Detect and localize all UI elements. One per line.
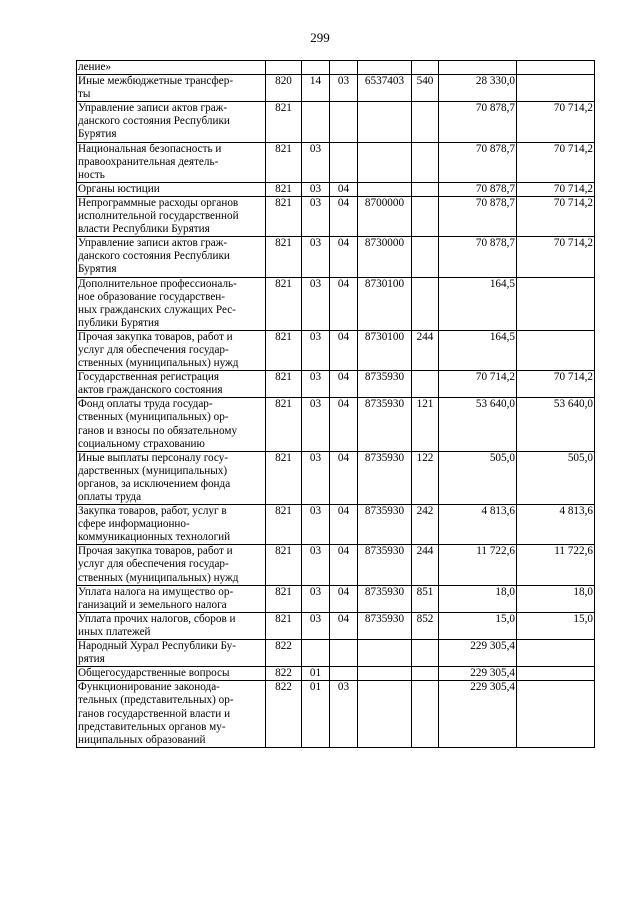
section-code-cell: 03 — [302, 330, 330, 370]
section-code-cell — [302, 102, 330, 142]
amount-second-cell: 53 640,0 — [517, 398, 595, 451]
subsection-code-cell: 04 — [330, 330, 358, 370]
department-code-cell: 821 — [266, 277, 302, 330]
table-row — [77, 237, 595, 277]
table-row — [77, 451, 595, 504]
department-code-cell: 821 — [266, 612, 302, 639]
table-row — [77, 196, 595, 236]
amount-second-cell — [517, 277, 595, 330]
table-row — [77, 330, 595, 370]
amount-second-cell: 70 714,2 — [517, 142, 595, 182]
amount-first-cell: 229 305,4 — [439, 667, 517, 681]
budget-table-body — [77, 61, 595, 748]
table-row — [77, 612, 595, 639]
department-code-cell: 821 — [266, 451, 302, 504]
department-code-cell: 821 — [266, 102, 302, 142]
amount-second-cell: 70 714,2 — [517, 371, 595, 398]
table-row — [77, 640, 595, 667]
target-article-code-cell: 6537403 — [358, 75, 412, 102]
target-article-code-cell — [358, 182, 412, 196]
expense-name-cell: Прочая закупка товаров, работ и услуг для обеспечения государ- ственных (муниципальных) нужд — [77, 545, 266, 585]
expense-name-cell: Иные межбюджетные трансфер- ты — [77, 75, 266, 102]
target-article-code-cell — [358, 142, 412, 182]
subsection-code-cell: 04 — [330, 182, 358, 196]
expense-type-code-cell — [412, 371, 439, 398]
subsection-code-cell — [330, 667, 358, 681]
section-code-cell: 03 — [302, 196, 330, 236]
amount-first-cell: 28 330,0 — [439, 75, 517, 102]
expense-name-cell: Непрограммные расходы органов исполнительной государственной власти Республики Бурятия — [77, 196, 266, 236]
amount-second-cell: 11 722,6 — [517, 545, 595, 585]
section-code-cell: 03 — [302, 585, 330, 612]
amount-first-cell: 70 878,7 — [439, 182, 517, 196]
subsection-code-cell: 04 — [330, 545, 358, 585]
section-code-cell: 03 — [302, 237, 330, 277]
page-number: 299 — [310, 30, 330, 45]
expense-type-code-cell — [412, 102, 439, 142]
expense-name-cell: Закупка товаров, работ, услуг в сфере информационно- коммуникационных технологий — [77, 505, 266, 545]
amount-first-cell: 53 640,0 — [439, 398, 517, 451]
section-code-cell — [302, 640, 330, 667]
section-code-cell: 03 — [302, 612, 330, 639]
section-code-cell: 03 — [302, 142, 330, 182]
target-article-code-cell: 8735930 — [358, 545, 412, 585]
subsection-code-cell: 04 — [330, 398, 358, 451]
amount-second-cell: 18,0 — [517, 585, 595, 612]
amount-first-cell: 15,0 — [439, 612, 517, 639]
amount-first-cell: 164,5 — [439, 277, 517, 330]
target-article-code-cell: 8735930 — [358, 398, 412, 451]
section-code-cell — [302, 61, 330, 75]
amount-first-cell: 4 813,6 — [439, 505, 517, 545]
table-row — [77, 681, 595, 747]
amount-first-cell: 229 305,4 — [439, 681, 517, 747]
expense-name-cell: Функционирование законода- тельных (представительных) ор- ганов государственной власти и представительных органов му- ниципальных образований — [77, 681, 266, 747]
amount-second-cell: 70 714,2 — [517, 237, 595, 277]
section-code-cell: 03 — [302, 277, 330, 330]
amount-second-cell: 505,0 — [517, 451, 595, 504]
subsection-code-cell: 03 — [330, 75, 358, 102]
amount-first-cell: 164,5 — [439, 330, 517, 370]
amount-second-cell: 15,0 — [517, 612, 595, 639]
department-code-cell: 821 — [266, 398, 302, 451]
department-code-cell: 821 — [266, 505, 302, 545]
amount-first-cell: 18,0 — [439, 585, 517, 612]
amount-first-cell: 70 878,7 — [439, 142, 517, 182]
section-code-cell: 03 — [302, 505, 330, 545]
amount-second-cell: 4 813,6 — [517, 505, 595, 545]
budget-table — [76, 60, 595, 748]
expense-name-cell: Фонд оплаты труда государ- ственных (муниципальных) ор- ганов и взносы по обязательному социальному страхованию — [77, 398, 266, 451]
expense-name-cell: Иные выплаты персоналу госу- дарственных (муниципальных) органов, за исключением фонда оплаты труда — [77, 451, 266, 504]
department-code-cell: 821 — [266, 330, 302, 370]
subsection-code-cell — [330, 142, 358, 182]
subsection-code-cell: 04 — [330, 237, 358, 277]
target-article-code-cell — [358, 640, 412, 667]
section-code-cell: 14 — [302, 75, 330, 102]
subsection-code-cell: 03 — [330, 681, 358, 747]
target-article-code-cell: 8735930 — [358, 585, 412, 612]
target-article-code-cell: 8730100 — [358, 330, 412, 370]
expense-name-cell: Прочая закупка товаров, работ и услуг для обеспечения государ- ственных (муниципальных) нужд — [77, 330, 266, 370]
section-code-cell: 03 — [302, 398, 330, 451]
amount-second-cell: 70 714,2 — [517, 196, 595, 236]
table-row — [77, 61, 595, 75]
section-code-cell: 01 — [302, 667, 330, 681]
expense-type-code-cell: 122 — [412, 451, 439, 504]
expense-type-code-cell — [412, 196, 439, 236]
section-code-cell: 03 — [302, 182, 330, 196]
expense-type-code-cell: 851 — [412, 585, 439, 612]
table-row — [77, 371, 595, 398]
expense-type-code-cell: 244 — [412, 545, 439, 585]
target-article-code-cell — [358, 61, 412, 75]
expense-type-code-cell: 540 — [412, 75, 439, 102]
expense-type-code-cell — [412, 640, 439, 667]
expense-type-code-cell — [412, 61, 439, 75]
subsection-code-cell: 04 — [330, 277, 358, 330]
expense-type-code-cell — [412, 277, 439, 330]
amount-first-cell: 70 714,2 — [439, 371, 517, 398]
target-article-code-cell — [358, 102, 412, 142]
expense-name-cell: Уплата прочих налогов, сборов и иных платежей — [77, 612, 266, 639]
expense-type-code-cell: 852 — [412, 612, 439, 639]
target-article-code-cell — [358, 667, 412, 681]
amount-first-cell: 11 722,6 — [439, 545, 517, 585]
target-article-code-cell: 8735930 — [358, 371, 412, 398]
amount-second-cell: 70 714,2 — [517, 182, 595, 196]
table-row — [77, 182, 595, 196]
expense-type-code-cell — [412, 237, 439, 277]
amount-second-cell — [517, 75, 595, 102]
table-row — [77, 75, 595, 102]
department-code-cell: 821 — [266, 142, 302, 182]
department-code-cell: 822 — [266, 681, 302, 747]
target-article-code-cell: 8735930 — [358, 505, 412, 545]
section-code-cell: 01 — [302, 681, 330, 747]
expense-name-cell: Дополнительное профессиональ- ное образование государствен- ных гражданских служащих Рес- публики Бурятия — [77, 277, 266, 330]
department-code-cell: 820 — [266, 75, 302, 102]
subsection-code-cell: 04 — [330, 505, 358, 545]
amount-second-cell — [517, 61, 595, 75]
target-article-code-cell: 8730000 — [358, 237, 412, 277]
target-article-code-cell — [358, 681, 412, 747]
amount-first-cell: 70 878,7 — [439, 237, 517, 277]
subsection-code-cell: 04 — [330, 612, 358, 639]
expense-type-code-cell — [412, 142, 439, 182]
department-code-cell: 821 — [266, 196, 302, 236]
expense-type-code-cell — [412, 681, 439, 747]
expense-name-cell: Управление записи актов граж- данского состояния Республики Бурятия — [77, 237, 266, 277]
expense-name-cell: ление» — [77, 61, 266, 75]
amount-first-cell: 229 305,4 — [439, 640, 517, 667]
amount-second-cell — [517, 640, 595, 667]
section-code-cell: 03 — [302, 451, 330, 504]
amount-first-cell — [439, 61, 517, 75]
table-row — [77, 585, 595, 612]
expense-name-cell: Национальная безопасность и правоохранительная деятель- ность — [77, 142, 266, 182]
expense-name-cell: Органы юстиции — [77, 182, 266, 196]
amount-first-cell: 70 878,7 — [439, 102, 517, 142]
subsection-code-cell: 04 — [330, 196, 358, 236]
expense-type-code-cell — [412, 182, 439, 196]
target-article-code-cell: 8730100 — [358, 277, 412, 330]
department-code-cell: 822 — [266, 667, 302, 681]
expense-name-cell: Общегосударственные вопросы — [77, 667, 266, 681]
expense-name-cell: Народный Хурал Республики Бу- рятия — [77, 640, 266, 667]
expense-type-code-cell: 121 — [412, 398, 439, 451]
subsection-code-cell — [330, 61, 358, 75]
section-code-cell: 03 — [302, 371, 330, 398]
subsection-code-cell: 04 — [330, 451, 358, 504]
amount-second-cell — [517, 681, 595, 747]
table-row — [77, 277, 595, 330]
department-code-cell: 821 — [266, 371, 302, 398]
amount-second-cell: 70 714,2 — [517, 102, 595, 142]
department-code-cell: 821 — [266, 182, 302, 196]
expense-type-code-cell — [412, 667, 439, 681]
expense-type-code-cell: 244 — [412, 330, 439, 370]
table-row — [77, 398, 595, 451]
target-article-code-cell: 8700000 — [358, 196, 412, 236]
expense-name-cell: Управление записи актов граж- данского состояния Республики Бурятия — [77, 102, 266, 142]
table-row — [77, 142, 595, 182]
subsection-code-cell: 04 — [330, 371, 358, 398]
department-code-cell: 821 — [266, 237, 302, 277]
amount-second-cell — [517, 667, 595, 681]
amount-first-cell: 70 878,7 — [439, 196, 517, 236]
target-article-code-cell: 8735930 — [358, 451, 412, 504]
table-row — [77, 505, 595, 545]
department-code-cell — [266, 61, 302, 75]
subsection-code-cell — [330, 640, 358, 667]
expense-name-cell: Уплата налога на имущество ор- ганизаций и земельного налога — [77, 585, 266, 612]
subsection-code-cell: 04 — [330, 585, 358, 612]
section-code-cell: 03 — [302, 545, 330, 585]
department-code-cell: 822 — [266, 640, 302, 667]
expense-name-cell: Государственная регистрация актов гражданского состояния — [77, 371, 266, 398]
table-row — [77, 545, 595, 585]
expense-type-code-cell: 242 — [412, 505, 439, 545]
amount-first-cell: 505,0 — [439, 451, 517, 504]
table-row — [77, 102, 595, 142]
amount-second-cell — [517, 330, 595, 370]
target-article-code-cell: 8735930 — [358, 612, 412, 639]
department-code-cell: 821 — [266, 585, 302, 612]
subsection-code-cell — [330, 102, 358, 142]
table-row — [77, 667, 595, 681]
department-code-cell: 821 — [266, 545, 302, 585]
